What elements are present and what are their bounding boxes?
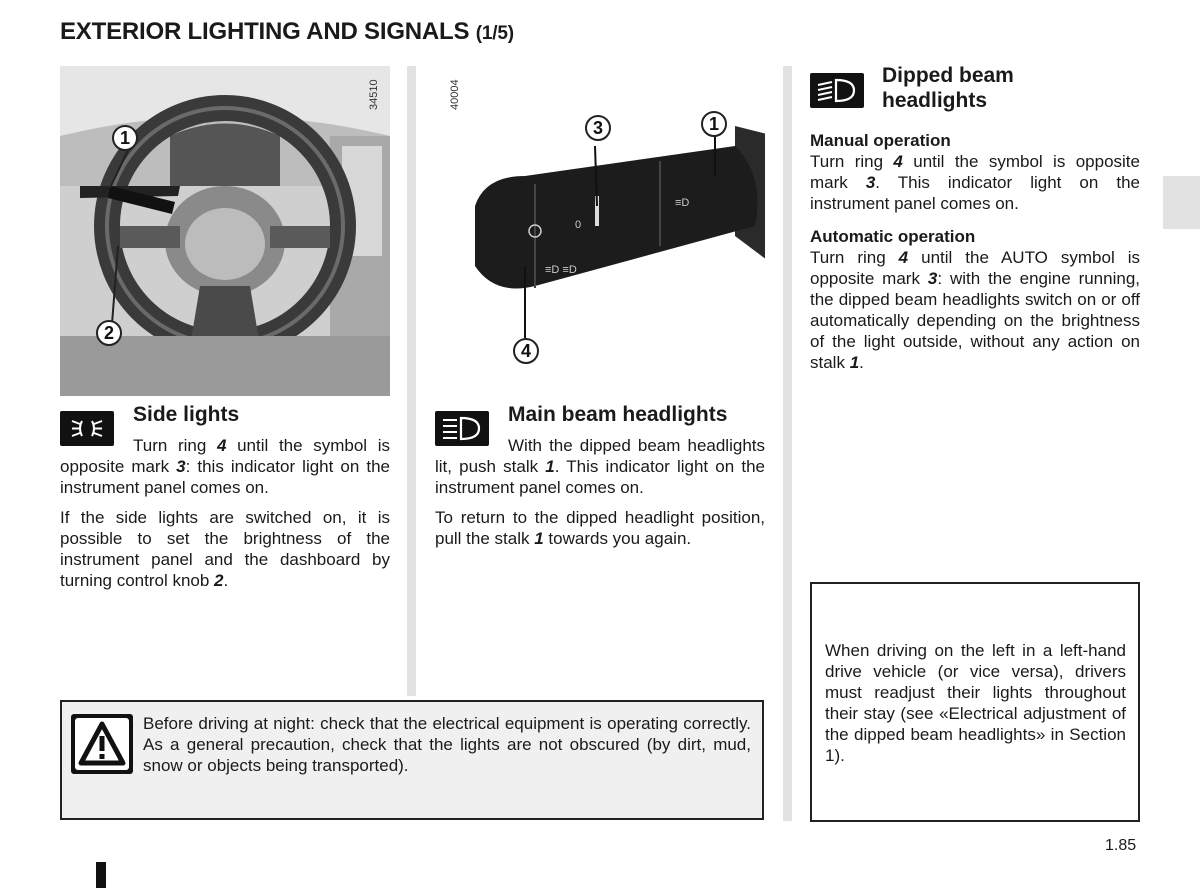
page-number: 1.85 <box>1105 837 1137 854</box>
callout-4-middle: 4 <box>513 338 539 364</box>
main-beam-body <box>435 435 765 558</box>
steering-wheel-illustration <box>60 66 390 396</box>
section-tab-marker <box>1163 176 1200 229</box>
callout-1-middle: 1 <box>701 111 727 137</box>
title-text: EXTERIOR LIGHTING AND SIGNALS <box>60 18 470 45</box>
note-text: When driving on the left in a left-hand drive vehicle (or vice versa), drivers must readjust their lights throughout their stay (see «Electrical adjustment of the dipped beam headlights» in Section 1). <box>825 641 1126 765</box>
main-beam-heading: Main beam headlights <box>508 403 728 426</box>
side-lights-body <box>60 435 390 600</box>
automatic-operation-text: Turn ring 4 until the AUTO symbol is opposite mark 3: with the engine running, the dipped beam headlights switch on or off automatically depending on the brightness of the light outside, without any action on stalk 1. <box>810 248 1140 372</box>
side-lights-paragraph-2: If the side lights are switched on, it is possible to set the brightness of the instrument panel and the dashboard by turning control knob 2. <box>60 508 390 590</box>
callout-1-left: 1 <box>112 125 138 151</box>
dipped-beam-heading-line-1: Dipped beam <box>882 64 1014 87</box>
warning-triangle-icon <box>71 714 133 774</box>
figure-code-left: 34510 <box>368 79 380 110</box>
manual-operation-heading: Manual operation <box>810 131 951 150</box>
side-lights-heading: Side lights <box>133 403 240 426</box>
callout-2-left: 2 <box>96 320 122 346</box>
note-box <box>810 582 1140 822</box>
callout-3-middle: 3 <box>585 115 611 141</box>
side-lights-paragraph-1: Turn ring 4 until the symbol is opposite mark 3: this indicator light on the instrument panel comes on. <box>60 436 390 497</box>
dipped-beam-icon <box>810 73 864 108</box>
corner-crop-mark <box>96 862 106 888</box>
figure-code-middle: 40004 <box>449 79 461 110</box>
dipped-beam-body <box>810 131 1140 373</box>
column-divider-right <box>783 66 792 821</box>
main-beam-paragraph-1: With the dipped beam headlights lit, push stalk 1. This indicator light on the instrument panel comes on. <box>435 436 765 497</box>
main-beam-paragraph-2: To return to the dipped headlight position, pull the stalk 1 towards you again. <box>435 508 765 548</box>
dipped-beam-heading-line-2: headlights <box>882 89 988 112</box>
svg-text:0: 0 <box>575 219 582 231</box>
dipped-beam-heading <box>882 63 1014 113</box>
automatic-operation-heading: Automatic operation <box>810 227 976 246</box>
lighting-stalk-figure <box>435 66 765 386</box>
page-title <box>60 18 514 46</box>
manual-operation-text: Turn ring 4 until the symbol is opposite mark 3. This indicator light on the instrument panel comes on. <box>810 152 1141 213</box>
warning-text: Before driving at night: check that the electrical equipment is operating correctly. As a general precaution, check that the lights are not obscured (by dirt, mud, snow or objects being transported). <box>143 714 751 775</box>
title-page-of: (1/5) <box>475 23 514 44</box>
warning-box <box>60 700 764 820</box>
svg-text:≡D: ≡D <box>675 197 690 209</box>
steering-wheel-figure <box>60 66 390 396</box>
svg-text:≡D ≡D: ≡D ≡D <box>545 264 577 276</box>
column-divider-left <box>407 66 416 696</box>
